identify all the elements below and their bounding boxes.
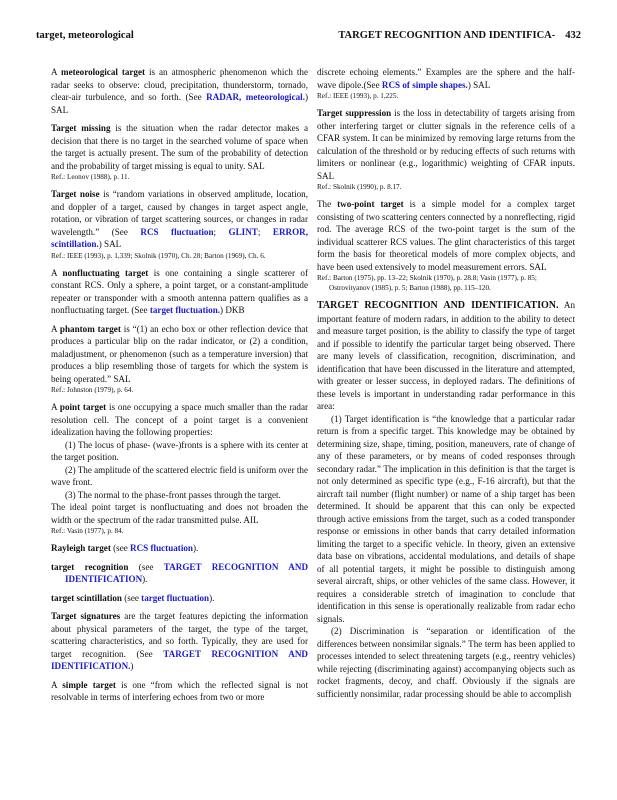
running-head-right xyxy=(338,30,581,41)
right-column xyxy=(317,66,575,700)
term: point target xyxy=(59,402,107,412)
entry-target-recognition: target recognition (see TARGET RECOGNITION AND IDENTIFICATION). xyxy=(51,561,309,584)
term: simple target xyxy=(62,679,116,690)
term: Target missing xyxy=(51,123,111,133)
term: two-point target xyxy=(337,199,404,209)
entry-phantom-target: A phantom target is “(1) an echo box or other reflection device that produces a particular blip on the radar indicator, or (2) a condition, maladjustment, or phenomenon (such as a temperature inversion) that produces a blip resembling those of targets for which the system is being operated.” SAL xyxy=(51,323,308,384)
reference: Ref.: Barton (1975), pp. 13–22; Skolnik (1970), p. 28.8; Vasin (1977), p. 85; Ostrovityanov (1985), p. 5; Barton (1988), pp. 115–120. xyxy=(317,274,537,292)
cross-ref-link[interactable]: ERROR, scintillation. xyxy=(51,226,308,249)
term: phantom target xyxy=(59,323,121,334)
term: Target noise xyxy=(51,189,100,199)
entry-target-signatures: Target signatures are the target features depicting the information about physical parameters of the target, the type of the target, scattering characteristics, and so forth. Typically, they are used for target recognition. (See TARGET RECOGNITION AND IDENTIFICATION.) xyxy=(51,611,309,671)
term: target recognition xyxy=(51,561,129,572)
cross-ref-link[interactable]: target fluctuation. xyxy=(149,305,221,315)
cross-ref-link[interactable]: RCS fluctuation xyxy=(140,226,214,237)
entry-target-missing: Target missing is the situation when the radar detector makes a decision that there is no target in the searched volume of space when the target is actually present. The sum of the probability of detection and the probability of target missing is equal to unity. SAL xyxy=(51,123,308,171)
cross-ref-link[interactable]: GLINT xyxy=(228,226,258,237)
term: Target suppression xyxy=(317,108,392,118)
entry-target-recognition-and-identification: TARGET RECOGNITION AND IDENTIFICATION. An important feature of modern radars, in addition to the ability to detect and measure target position, is the ability to classify the type of target and if possible to identify the particular target being observed. There are many levels of classification, recognition, discrimination, and identification that have been discussed in the literature and attempted, with greater or lesser success, in deployed radars. The definitions of these levels is important in understanding radar performance in this area: xyxy=(317,300,575,411)
cross-ref-link[interactable]: RCS of simple shapes. xyxy=(381,79,468,90)
list-item: (3) The normal to the phase-front passes through the target. xyxy=(65,489,281,500)
running-head-title: TARGET RECOGNITION AND IDENTIFICA- xyxy=(338,30,556,41)
entry-rayleigh-target: Rayleigh target (see RCS fluctuation). xyxy=(51,543,199,553)
cross-ref-link[interactable]: TARGET RECOGNITION AND IDENTIFICATION. xyxy=(51,648,309,671)
reference: Ref.: Vasin (1977), p. 84. xyxy=(51,527,124,535)
term: Rayleigh target xyxy=(51,543,111,553)
reference: Ref.: IEEE (1993), p. 1,339; Skolnik (1970), Ch. 28; Barton (1969), Ch. 6. xyxy=(51,251,266,260)
reference: Ref.: Johnston (1979), p. 64. xyxy=(51,386,134,394)
page-number: 432 xyxy=(565,30,581,41)
entry-meteorological-target: A meteorological target is an atmospheric phenomenon which the radar seeks to observe: cloud, precipitation, thunderstorm, tornado, clear-air turbulence, and so forth. (See RADAR, meteorological.) SAL xyxy=(51,67,308,115)
entry-target-scintillation: target scintillation (see target fluctuation). xyxy=(51,592,215,603)
list-item: (2) The amplitude of the scattered electric field is uniform over the wave front. xyxy=(51,464,308,487)
cross-ref-link[interactable]: RADAR, meteorological. xyxy=(206,92,305,102)
reference: Ref.: Leonov (1988), p. 11. xyxy=(51,173,130,181)
term: nonfluctuating target xyxy=(62,267,149,278)
list-item: (1) The locus of phase- (wave-)fronts is a sphere with its center at the target position. xyxy=(51,439,308,462)
cross-ref-link[interactable]: target fluctuation xyxy=(141,592,210,603)
term: meteorological target xyxy=(61,67,146,77)
entry-simple-target: A simple target is one “from which the reflected signal is not resolvable in terms of interfering echoes from two or more xyxy=(51,679,308,702)
entry-point-target: A point target is one occupying a space much smaller than the radar resolution cell. The concept of a point target is a convenient idealization having the following properties: xyxy=(51,402,309,437)
reference: Ref.: Skolnik (1990), p. 8.17. xyxy=(317,183,402,191)
entry-target-noise: Target noise is “random variations in observed amplitude, location, and doppler of a target, caused by changes in target aspect angle, rotation, or vibration of target scattering sources, or changes in radar wavelength.” (See RCS fluctuation; GLINT; ERROR, scintillation.) SAL xyxy=(51,189,309,249)
entry-target-suppression: Target suppression is the loss in detectability of targets arising from other interfering target or clutter signals in the reference cells of a CFAR system. It can be minimized by removing large returns from the calculation of the threshold or by reducing effects of such returns with limiters or nonlinear (e.g., logarithmic) weighting of CFAR inputs. SAL xyxy=(317,108,575,181)
left-column xyxy=(51,66,308,710)
paragraph: (1) Target identification is “the knowledge that a particular radar return is from a specific target. This knowledge may be obtained by determining size, shape, timing, position, maneuvers, rate of change of any of these parameters, or by means of coded responses through secondary radar.” The implication in this definition is that the target is not only determined as specific type (e.g., F-16 aircraft), but that the aircraft tail number (flight number) or name of a ship target has been determined. It should be apparent that this can only be expected through active emissions from the target, such as a coded transponder response or emissions in other bands that carry detailed information limiting the target to a specific vehicle. In theory, given an extensive data base on vibrations, accidental modulations, and details of shape of all potential targets, it might be possible to distinguish among several aircraft, ships, or other vehicles of the same class. However, it requires a considerable stretch of imagination to conclude that identification in this sense is operationally realizable from radar echo signals. xyxy=(317,413,575,624)
paragraph: (2) Discrimination is “separation or identification of the differences between nonsimilar signals.” The term has been applied to processes intended to select threatening targets (e.g., reentry vehicles) while rejecting (discriminating against) accompanying objects such as rocket fragments, decoy, and chaff. Obviously if the signals are sufficiently nonsimilar, radar processing should be able to accomplish xyxy=(317,626,575,699)
section-heading: TARGET RECOGNITION AND IDENTIFICATION. xyxy=(317,300,559,311)
entry-two-point-target: The two-point target is a simple model for a complex target consisting of two scattering centers connected by a nonreflecting, rigid rod. The average RCS of the two-point target is the sum of the individual scatterer RCS values. The glint characteristics of this target form the basis for theoretical models of more complex objects, and have been used extensively to model measurement errors. SAL xyxy=(317,199,575,272)
cross-ref-link[interactable]: TARGET RECOGNITION AND IDENTIFICATION xyxy=(65,561,309,584)
reference: Ref.: IEEE (1993), p. 1,225. xyxy=(317,92,399,100)
page-header xyxy=(36,30,581,46)
entry-nonfluctuating-target: A nonfluctuating target is one containing a single scatterer of constant RCS. Only a sphere, a point target, or a constant-amplitude repeater or transponder with a smooth antenna pattern qualifies as a nonfluctuating target. (See target fluctuation.) DKB xyxy=(51,267,308,315)
cross-ref-link[interactable]: RCS fluctuation xyxy=(130,543,193,553)
paragraph: The ideal point target is nonfluctuating and does not broaden the width or the spectrum of the radar transmitted pulse. AIL xyxy=(51,502,308,525)
entry-simple-target-continued: discrete echoing elements.” Examples are the sphere and the half-wave dipole.(See RCS of simple shapes.) SAL xyxy=(317,67,575,90)
running-head-left: target, meteorological xyxy=(36,30,134,41)
term: Target signatures xyxy=(51,611,121,621)
term: target scintillation xyxy=(51,592,122,603)
